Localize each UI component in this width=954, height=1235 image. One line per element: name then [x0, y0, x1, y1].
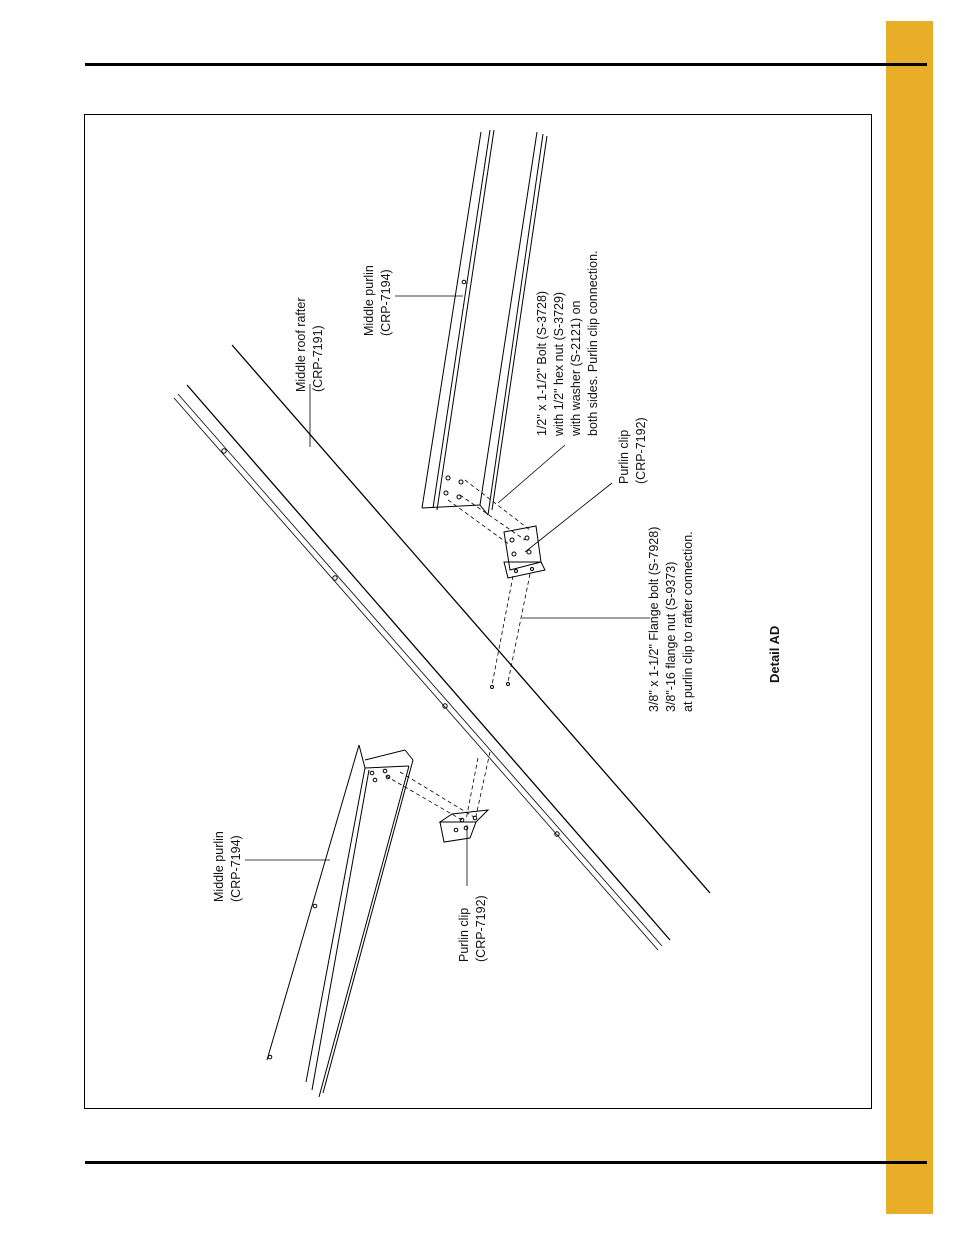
label-bolt-note: 1/2" x 1-1/2" Bolt (S-3728) with 1/2" hex nut (S-3729) with washer (S-2121) on both sides. Purlin clip connection.	[535, 250, 600, 436]
label-purlin-clip-left: Purlin clip (CRP-7192)	[457, 895, 488, 962]
label-middle-roof-rafter: Middle roof rafter (CRP-7191)	[294, 297, 325, 392]
label-purlin-clip-top: Purlin clip (CRP-7192)	[617, 417, 648, 484]
label-middle-purlin-left: Middle purlin (CRP-7194)	[212, 831, 243, 902]
label-flange-note: 3/8" x 1-1/2" Flange bolt (S-7928) 3/8"-16 flange nut (S-9373) at purlin clip to rafter connection.	[647, 526, 695, 712]
middle-purlin-left	[267, 745, 413, 1097]
middle-purlin-top	[422, 130, 547, 515]
purlin-clip-left	[440, 810, 488, 842]
purlin-clip-top	[504, 526, 545, 578]
label-detail-title: Detail AD	[767, 625, 782, 683]
label-middle-purlin-top: Middle purlin (CRP-7194)	[362, 265, 393, 336]
